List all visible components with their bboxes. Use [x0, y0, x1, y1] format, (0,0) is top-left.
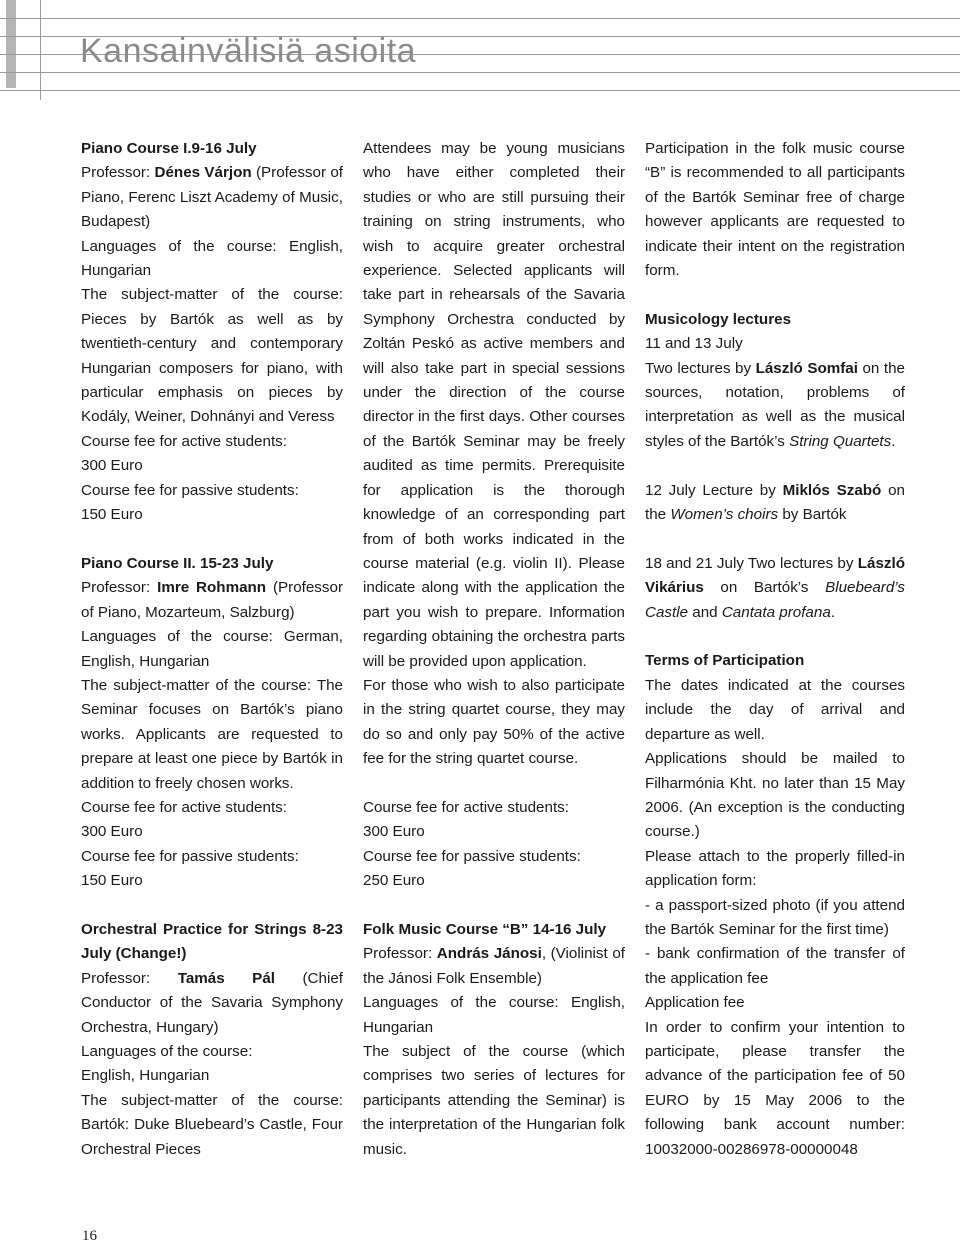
fee-label: Course fee for active students: — [81, 798, 287, 816]
quartet-text: For those who wish to also participate in the string quartet course, they may do so and only pay 50% of the active fee for the string quartet course. — [363, 676, 625, 768]
professor-line: Professor: Imre Rohmann (Professor of Piano, Mozarteum, Salzburg) — [81, 579, 343, 621]
fee-text: In order to confirm your intention to participate, please transfer the advance of the participation fee of 50 EURO by 15 May 2006 to the following bank account number: 10032000-00286978-00000048 — [645, 1018, 905, 1158]
languages-line: Languages of the course: — [81, 1043, 253, 1060]
professor-name: Dénes Várjon — [154, 164, 252, 182]
header-rule — [0, 72, 960, 73]
attendees-text: Attendees may be young musicians who have either completed their studies or who are still pursuing their training on string instruments, who wish to acquire greater orchestral experience. Selected applicants will take part in rehearsals of the Savaria Symphony Orchestra conducted by Zoltán Peskó as active members and will also take part in special sessions under the direction of the course director in the first days. Other courses of the Bartók Seminar may be freely audited as time permits. Prerequisite for application is the thorough knowledge of an corresponding part from of both works indicated in the course material (e.g. violin II). Please indicate along with the application the part you wish to prepare. Information regarding obtaining the orchestra parts will be provided upon application. — [363, 140, 625, 670]
subject-text: The subject-matter of the course: Bartók: Duke Bluebeard’s Castle, Four Orchestral Pieces — [81, 1091, 343, 1158]
section-heading: Piano Course I.9-16 July — [81, 140, 257, 157]
lecture-szabo: 12 July Lecture by Miklós Szabó on the Women’s choirs by Bartók — [645, 481, 905, 524]
professor-line: Professor: Tamás Pál (Chief Conductor of the Savaria Symphony Orchestra, Hungary) — [81, 969, 343, 1036]
languages-line: Languages of the course: English, Hungarian — [363, 994, 625, 1036]
subject-text: The subject-matter of the course: Pieces by Bartók as well as by twentieth-century and contemporary Hungarian composers for piano, with particular emphasis on pieces by Kodály, Weiner, Dohnányi and Veress — [81, 286, 343, 426]
terms-attach: Please attach to the properly filled-in application form: — [645, 847, 905, 890]
languages-line: Languages of the course: German, English, Hungarian — [81, 628, 343, 670]
professor-name: Imre Rohmann — [157, 579, 267, 597]
section-heading: Terms of Participation — [645, 652, 805, 670]
header-rule — [0, 18, 960, 19]
participation-text: Participation in the folk music course “B” is recommended to all participants of the Bartók Seminar free of charge however applicants are requested to indicate their intent on the registration form. — [645, 140, 905, 280]
column-right — [645, 137, 905, 1162]
professor-name: András Jánosi — [436, 945, 542, 963]
page-title: Kansainvälisiä asioita — [80, 32, 417, 70]
terms-dates: The dates indicated at the courses include the day of arrival and departure as well. — [645, 676, 905, 743]
fee-value: 150 Euro — [81, 872, 143, 890]
fee-value: 150 Euro — [81, 506, 143, 524]
section-heading: Musicology lectures — [645, 310, 792, 328]
languages-line: Languages of the course: English, Hungarian — [81, 237, 343, 280]
section-heading: Folk Music Course “B” 14-16 July — [363, 920, 607, 938]
fee-label: Course fee for active students: — [81, 432, 287, 450]
fee-label: Course fee for active students: — [363, 798, 569, 816]
lecture-dates: 11 and 13 July — [645, 335, 743, 353]
header-rule — [0, 90, 960, 91]
professor-line: Professor: András Jánosi, (Violinist of the Jánosi Folk Ensemble) — [363, 945, 625, 987]
fee-heading: Application fee — [645, 994, 745, 1012]
section-heading: Orchestral Practice for Strings 8-23 July (Change!) — [81, 920, 343, 963]
column-middle — [363, 137, 625, 1162]
subject-text: The subject of the course (which comprises two series of lectures for participants attending the Seminar) is the interpretation of the Hungarian folk music. — [363, 1043, 625, 1158]
fee-value: 300 Euro — [81, 823, 143, 841]
column-left — [81, 137, 343, 1162]
languages-value: English, Hungarian — [81, 1067, 210, 1085]
fee-value: 250 Euro — [363, 872, 425, 890]
professor-line: Professor: Dénes Várjon (Professor of Piano, Ferenc Liszt Academy of Music, Budapest) — [81, 164, 343, 231]
fee-value: 300 Euro — [363, 823, 425, 841]
terms-mail: Applications should be mailed to Filharmónia Kht. no later than 15 May 2006. (An exception is the conducting course.) — [645, 750, 905, 841]
terms-bank: - bank confirmation of the transfer of the application fee — [645, 945, 905, 987]
lecture-vikarius: 18 and 21 July Two lectures by László Vikárius on Bartók’s Bluebeard’s Castle and Cantata profana. — [645, 554, 905, 621]
fee-label: Course fee for passive students: — [81, 847, 299, 865]
fee-value: 300 Euro — [81, 457, 143, 475]
terms-photo: - a passport-sized photo (if you attend the Bartók Seminar for the first time) — [645, 896, 905, 938]
professor-name: Tamás Pál — [177, 969, 275, 987]
header-bar — [6, 0, 16, 88]
lecture-somfai: Two lectures by László Somfai on the sources, notation, problems of interpretation as well as the musical styles of the Bartók’s String Quartets. — [645, 359, 905, 450]
page-number: 16 — [82, 1228, 97, 1244]
subject-text: The subject-matter of the course: The Seminar focuses on Bartók’s piano works. Applicants are requested to prepare at least one piece by Bartók in addition to freely chosen works. — [81, 676, 343, 792]
section-heading: Piano Course II. 15-23 July — [81, 554, 274, 572]
fee-label: Course fee for passive students: — [363, 847, 581, 865]
fee-label: Course fee for passive students: — [81, 481, 299, 499]
header-vertical-rule — [40, 0, 41, 100]
